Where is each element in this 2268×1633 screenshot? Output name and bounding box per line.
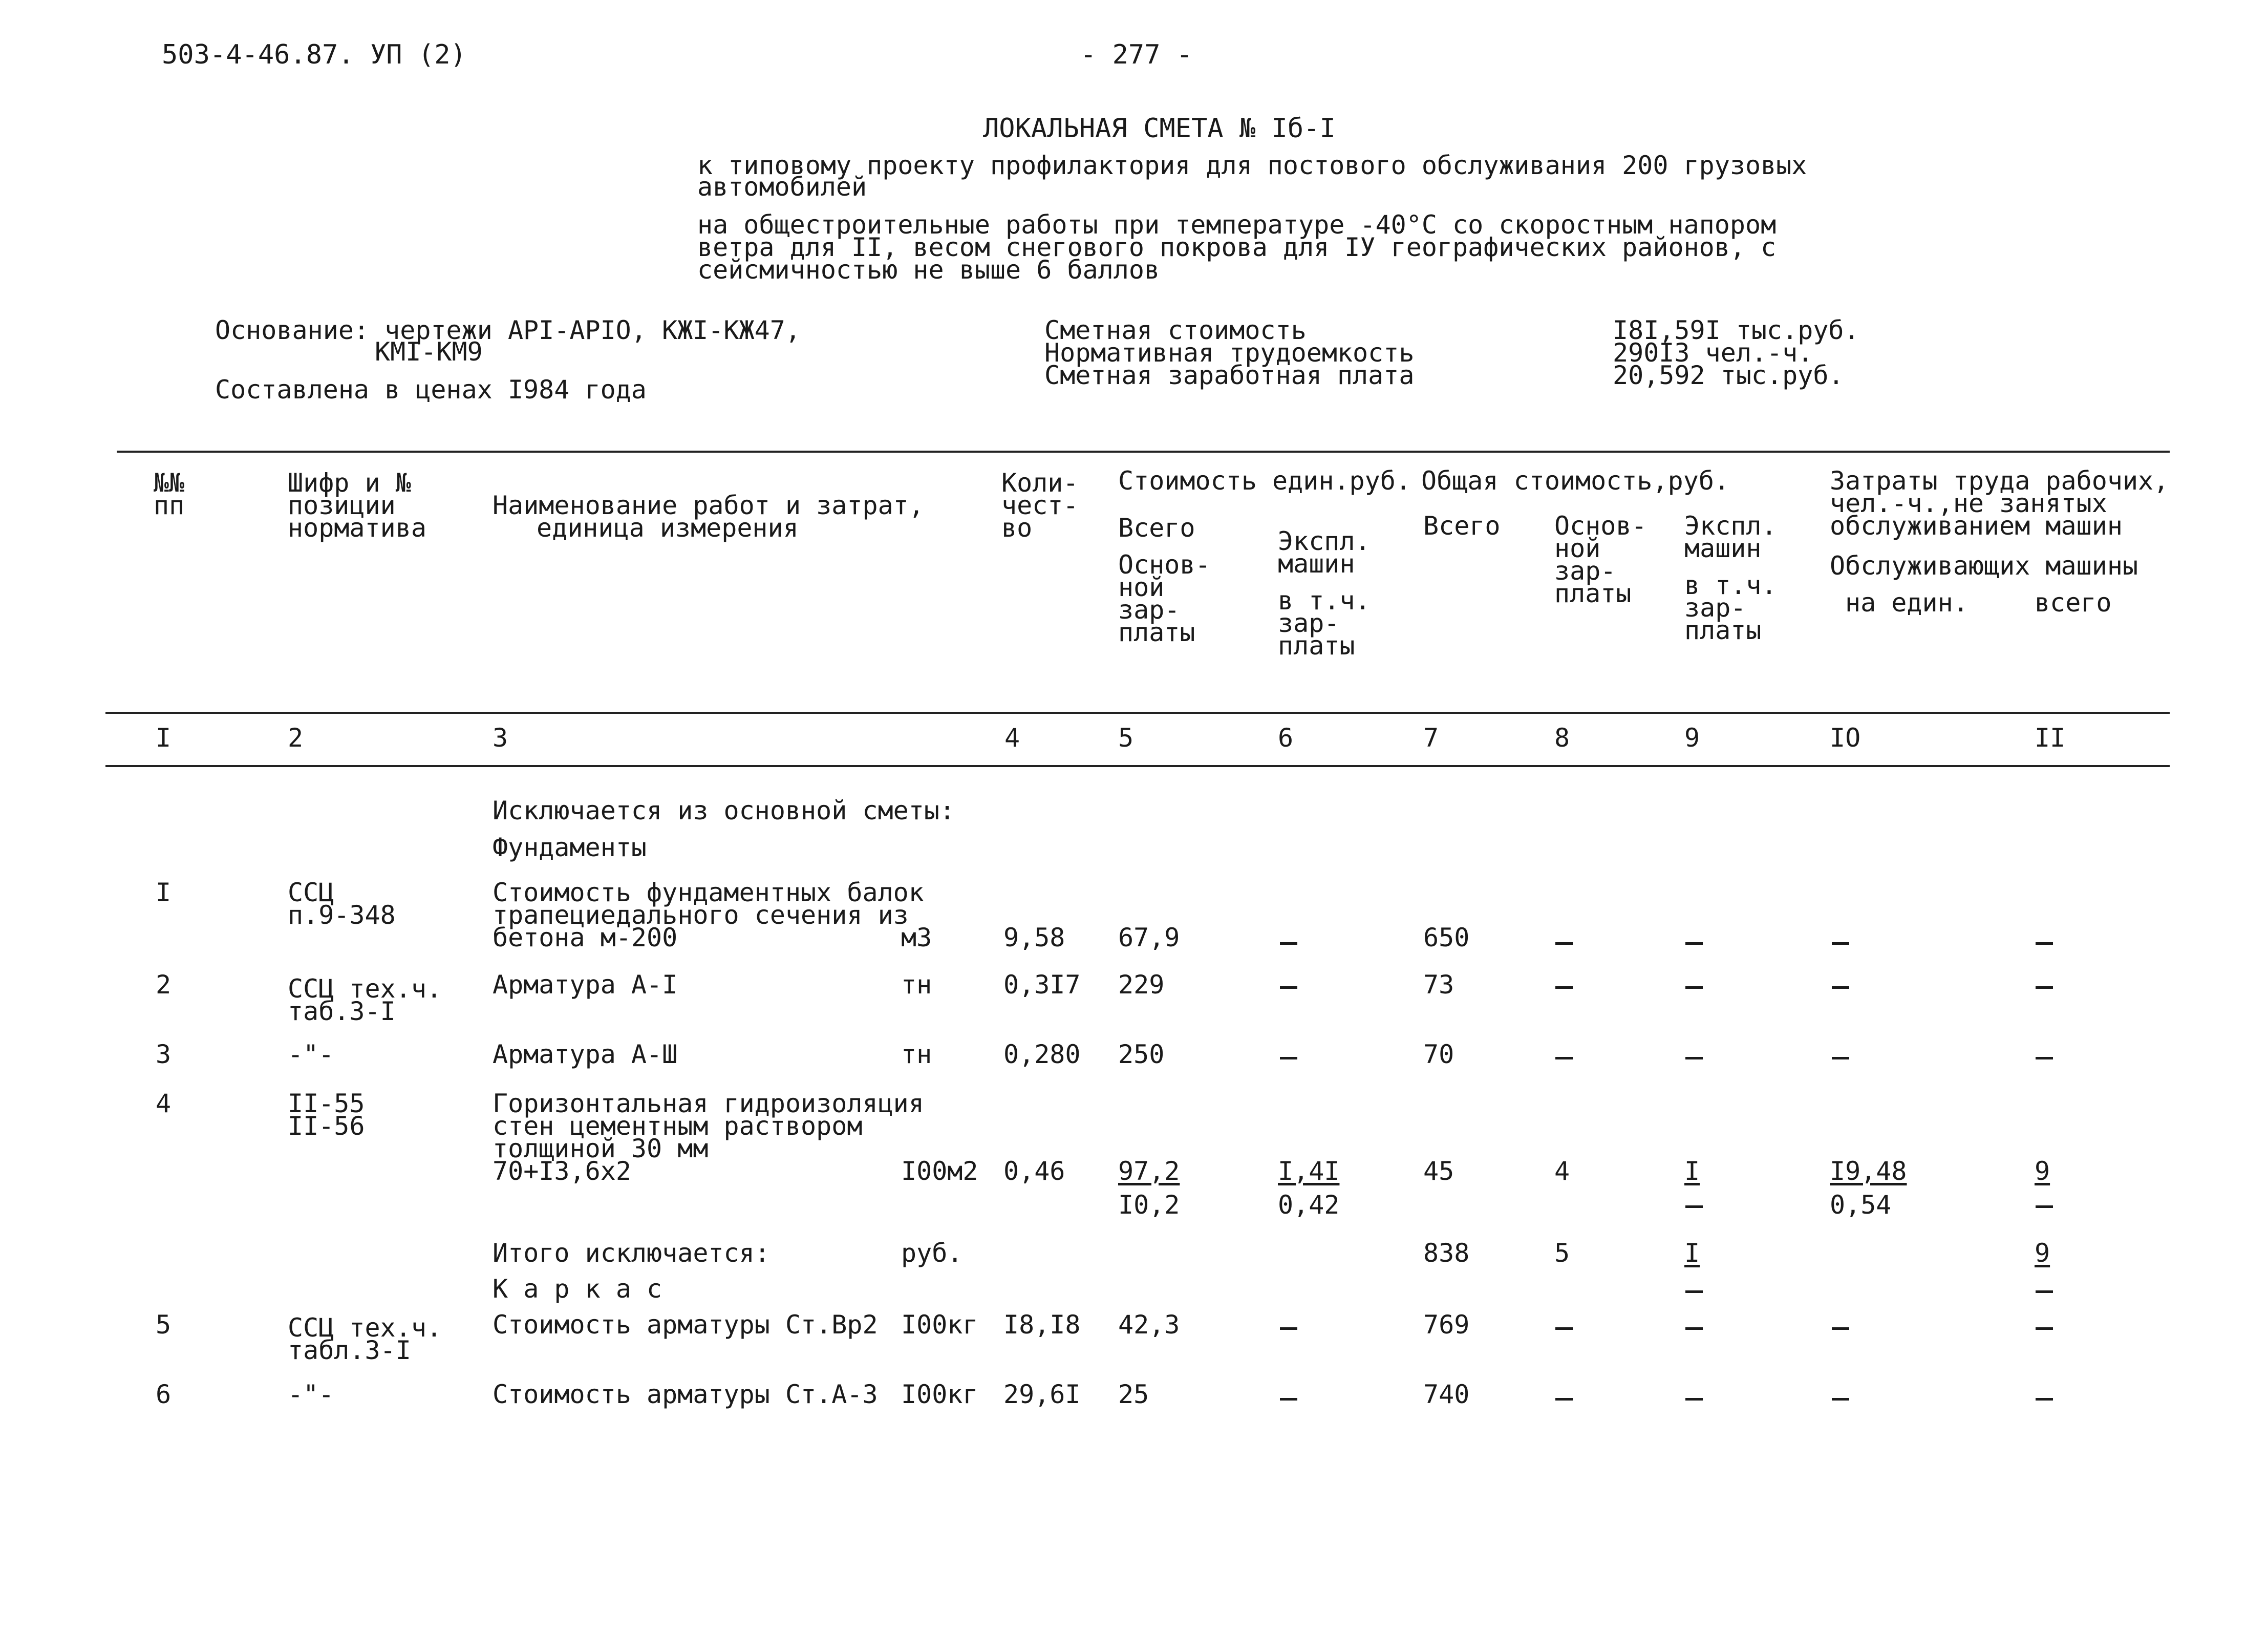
empty-dash — [1555, 1327, 1573, 1330]
column-number: 8 — [1554, 723, 1570, 753]
header-c6-machines-2: машин — [1278, 549, 1355, 579]
row-code: ССЦ тех.ч. — [288, 974, 442, 1004]
header-qty-3: во — [1001, 513, 1033, 543]
column-number: 9 — [1684, 723, 1700, 753]
row-unit-cost: 25 — [1118, 1380, 1149, 1409]
header-c8-4: платы — [1554, 579, 1632, 608]
summary-value-wages: 20,592 тыс.руб. — [1613, 360, 1844, 390]
column-number: II — [2035, 723, 2066, 753]
subtotal-labor: 9 — [2035, 1238, 2050, 1268]
empty-dash — [1280, 942, 1297, 945]
row-name: 70+I3,6х2 — [493, 1156, 631, 1186]
row-unit: I00м2 — [901, 1156, 978, 1186]
column-numbers-rule — [105, 765, 2170, 767]
header-c5-wage-2: ной — [1118, 572, 1165, 602]
row-code: II-55 — [288, 1089, 365, 1118]
row-number: 4 — [156, 1089, 172, 1118]
row-unit-machines: I,4I — [1278, 1156, 1340, 1186]
row-unit-cost: 250 — [1118, 1040, 1165, 1069]
header-c5-wage-3: зар- — [1118, 595, 1180, 625]
empty-dash — [1685, 986, 1703, 989]
row-total-cost: 45 — [1423, 1156, 1454, 1186]
header-code-1: Шифр и № — [288, 468, 411, 498]
empty-dash — [1280, 1327, 1297, 1330]
empty-dash — [2036, 1398, 2053, 1401]
row-code: -"- — [288, 1040, 334, 1069]
summary-value-labor: 290I3 чел.-ч. — [1613, 338, 1813, 368]
subtotal-wage: 5 — [1554, 1238, 1570, 1268]
prices-note: Составлена в ценах I984 года — [215, 375, 647, 405]
header-code-2: позиции — [288, 491, 396, 520]
empty-dash — [1280, 986, 1297, 989]
row-unit: I00кг — [901, 1380, 978, 1409]
row-name: Стоимость фундаментных балок — [493, 878, 924, 907]
empty-dash — [1685, 1327, 1703, 1330]
header-c9-machines-2: машин — [1684, 534, 1762, 563]
row-total-cost: 650 — [1423, 923, 1470, 952]
row-quantity: 0,46 — [1003, 1156, 1065, 1186]
row-name: трапециедального сечения из — [493, 900, 909, 930]
column-number: I — [156, 723, 172, 753]
empty-dash — [2036, 942, 2053, 945]
empty-dash — [2036, 1057, 2053, 1059]
header-total-cost: Общая стоимость,руб. — [1421, 466, 1730, 496]
subtotal-label: Итого исключается: — [493, 1238, 770, 1268]
summary-label-cost: Сметная стоимость — [1044, 315, 1307, 345]
header-c7-total: Всего — [1423, 511, 1501, 541]
row-total-cost: 73 — [1423, 970, 1454, 1000]
column-number: 2 — [288, 723, 304, 753]
header-c6-wage-2: зар- — [1278, 608, 1340, 638]
header-c8-3: зар- — [1554, 556, 1616, 586]
header-c5-wage-4: платы — [1118, 618, 1195, 647]
section-frame-title: К а р к а с — [493, 1274, 662, 1304]
row-unit-wage: I0,2 — [1118, 1190, 1180, 1220]
header-c10-per-unit: на един. — [1845, 588, 1969, 618]
header-qty-2: чест- — [1001, 491, 1079, 520]
scope-line-1: на общестроительные работы при температуре -40°С со скоростным напором — [697, 210, 1777, 240]
column-number: 3 — [493, 723, 508, 753]
column-number: 6 — [1278, 723, 1294, 753]
header-number: №№ — [154, 468, 185, 498]
row-code: ССЦ тех.ч. — [288, 1313, 442, 1343]
row-quantity: 29,6I — [1003, 1380, 1081, 1409]
row-unit: м3 — [901, 923, 932, 952]
header-unit-cost: Стоимость един.руб. — [1118, 466, 1411, 496]
subtitle-line-1: к типовому проекту профилактория для постового обслуживания 200 грузовых — [697, 151, 1807, 180]
header-bottom-rule — [105, 712, 2170, 714]
empty-dash — [1280, 1398, 1297, 1401]
subtotal-total-cost: 838 — [1423, 1238, 1470, 1268]
row-labor-per-unit: I9,48 — [1830, 1156, 1907, 1186]
row-code: табл.3-I — [288, 1335, 411, 1365]
empty-dash — [2036, 1327, 2053, 1330]
column-number: IO — [1830, 723, 1861, 753]
empty-dash — [1685, 1057, 1703, 1059]
row-unit-cost: 67,9 — [1118, 923, 1180, 952]
basis-drawings-continuation: КМI-КМ9 — [375, 337, 483, 367]
header-c9-wage-1: в т.ч. — [1684, 570, 1777, 600]
summary-label-wages: Сметная заработная плата — [1044, 360, 1415, 390]
column-number: 5 — [1118, 723, 1134, 753]
row-total-cost: 769 — [1423, 1310, 1470, 1340]
header-name-1: Наименование работ и затрат, — [493, 491, 924, 520]
row-code: ССЦ — [288, 878, 334, 907]
empty-dash — [1685, 1205, 1703, 1208]
header-qty-1: Коли- — [1001, 468, 1079, 498]
column-number: 7 — [1423, 723, 1439, 753]
row-number: I — [156, 878, 172, 907]
row-name: Горизонтальная гидроизоляция — [493, 1089, 924, 1118]
header-c5-wage-1: Основ- — [1118, 550, 1211, 580]
row-total-cost: 740 — [1423, 1380, 1470, 1409]
empty-dash — [1555, 1398, 1573, 1401]
row-total-wage: 4 — [1554, 1156, 1570, 1186]
row-name: толщиной 30 мм — [493, 1134, 709, 1163]
document-code: 503-4-46.87. УП (2) — [162, 39, 466, 70]
empty-dash — [1685, 1398, 1703, 1401]
empty-dash — [1685, 1290, 1703, 1293]
row-unit-cost: 42,3 — [1118, 1310, 1180, 1340]
subtotal-unit: руб. — [901, 1238, 963, 1268]
row-name: Арматура А-I — [493, 970, 678, 1000]
header-c8-2: ной — [1554, 534, 1601, 563]
section-excluded-title: Исключается из основной сметы: — [493, 796, 955, 825]
header-name-2: единица измерения — [537, 513, 799, 543]
section-foundations-title: Фундаменты — [493, 833, 647, 862]
header-number-pp: пп — [154, 491, 185, 520]
empty-dash — [1832, 1327, 1849, 1330]
row-name: Стоимость арматуры Ст.Вр2 — [493, 1310, 878, 1340]
row-quantity: 9,58 — [1003, 923, 1065, 952]
empty-dash — [1555, 1057, 1573, 1059]
row-quantity: 0,3I7 — [1003, 970, 1081, 1000]
column-number: 4 — [1004, 723, 1020, 753]
scope-line-3: сейсмичностью не выше 6 баллов — [697, 255, 1160, 285]
header-c9-wage-2: зар- — [1684, 593, 1746, 623]
empty-dash — [1280, 1057, 1297, 1059]
empty-dash — [1832, 942, 1849, 945]
row-number: 6 — [156, 1380, 172, 1409]
header-c5-total: Всего — [1118, 513, 1195, 543]
row-number: 2 — [156, 970, 172, 1000]
empty-dash — [1555, 986, 1573, 989]
header-c6-machines-1: Экспл. — [1278, 526, 1371, 556]
summary-value-cost: I8I,59I тыс.руб. — [1613, 315, 1859, 345]
empty-dash — [1685, 942, 1703, 945]
header-c9-machines-1: Экспл. — [1684, 511, 1777, 541]
row-code: II-56 — [288, 1111, 365, 1141]
empty-dash — [2036, 1290, 2053, 1293]
row-quantity: I8,I8 — [1003, 1310, 1081, 1340]
header-labor-2: чел.-ч.,не занятых — [1830, 489, 2107, 518]
document-title: ЛОКАЛЬНАЯ СМЕТА № Iб-I — [983, 113, 1336, 144]
row-unit: тн — [901, 970, 932, 1000]
header-c6-wage-3: платы — [1278, 631, 1355, 661]
header-labor-3: обслуживанием машин — [1830, 511, 2123, 541]
summary-label-labor: Нормативная трудоемкость — [1044, 338, 1415, 368]
subtotal-machines: I — [1684, 1238, 1700, 1268]
header-labor-service: Обслуживающих машины — [1830, 551, 2138, 581]
row-number: 5 — [156, 1310, 172, 1340]
row-name: Арматура А-Ш — [493, 1040, 678, 1069]
subtitle-line-2: автомобилей — [697, 172, 867, 202]
page-number: - 277 - — [1080, 39, 1193, 70]
header-c8-1: Основ- — [1554, 511, 1647, 541]
row-name: Стоимость арматуры Ст.А-3 — [493, 1380, 878, 1409]
header-c11-total: всего — [2035, 588, 2112, 618]
empty-dash — [1555, 942, 1573, 945]
row-total-cost: 70 — [1423, 1040, 1454, 1069]
row-name: стен цементным раствором — [493, 1111, 863, 1141]
row-code: -"- — [288, 1380, 334, 1409]
row-unit: I00кг — [901, 1310, 978, 1340]
empty-dash — [2036, 1205, 2053, 1208]
row-quantity: 0,280 — [1003, 1040, 1081, 1069]
row-labor-per-unit-b: 0,54 — [1830, 1190, 1892, 1220]
header-code-3: норматива — [288, 513, 426, 543]
empty-dash — [2036, 986, 2053, 989]
row-code: таб.3-I — [288, 996, 396, 1026]
header-c6-wage-1: в т.ч. — [1278, 586, 1371, 616]
basis-drawings: Основание: чертежи АРI-АРIО, КЖI-КЖ47, — [215, 315, 801, 345]
row-labor-total: 9 — [2035, 1156, 2050, 1186]
row-name: бетона м-200 — [493, 923, 678, 952]
row-code: п.9-348 — [288, 900, 396, 930]
header-c9-wage-3: платы — [1684, 616, 1762, 645]
empty-dash — [1832, 1398, 1849, 1401]
row-unit-cost: 229 — [1118, 970, 1165, 1000]
row-unit-cost: 97,2 — [1118, 1156, 1180, 1186]
row-total-machines: I — [1684, 1156, 1700, 1186]
row-unit-machines-wage: 0,42 — [1278, 1190, 1340, 1220]
empty-dash — [1832, 1057, 1849, 1059]
row-unit: тн — [901, 1040, 932, 1069]
table-top-rule — [117, 451, 2170, 453]
row-number: 3 — [156, 1040, 172, 1069]
empty-dash — [1832, 986, 1849, 989]
scope-line-2: ветра для II, весом снегового покрова для IУ географических районов, с — [697, 232, 1777, 262]
header-labor-1: Затраты труда рабочих, — [1830, 466, 2169, 496]
